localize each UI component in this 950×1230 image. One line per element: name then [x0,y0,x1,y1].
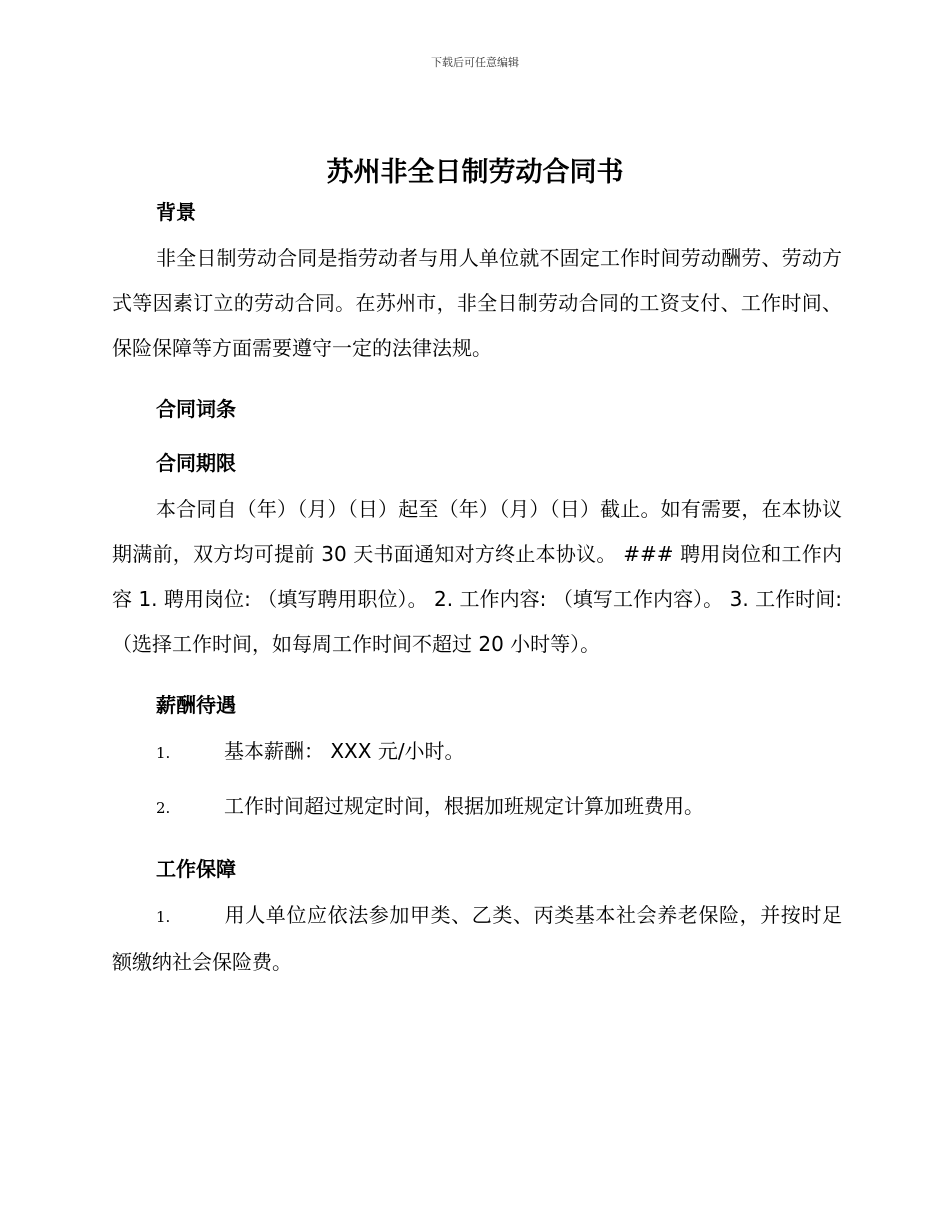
list-text: 工作时间超过规定时间，根据加班规定计算加班费用。 [224,794,704,818]
document-body [112,196,842,985]
list-item [112,893,842,985]
list-item [112,784,842,831]
list-text: 基本薪酬： XXX 元/小时。 [224,739,465,763]
section-heading-clauses: 合同词条 [156,397,236,421]
document-title: 苏州非全日制劳动合同书 [326,157,624,188]
section-heading-salary: 薪酬待遇 [156,693,236,717]
list-number: 2. [156,799,171,817]
list-item [112,729,842,776]
header-note: 下载后可任意编辑 [431,56,519,69]
list-number: 1. [156,744,171,762]
section-heading-term: 合同期限 [156,451,236,475]
section-heading-security: 工作保障 [156,857,236,881]
list-number: 1. [156,908,171,926]
section-heading-background: 背景 [156,200,196,224]
background-paragraph: 非全日制劳动合同是指劳动者与用人单位就不固定工作时间劳动酬劳、劳动方式等因素订立的劳动合同。在苏州市，非全日制劳动合同的工资支付、工作时间、保险保障等方面需要遵守一定的法律法规。 [112,246,842,360]
term-paragraph: 本合同自（年）（月）（日）起至（年）（月）（日）截止。如有需要，在本协议期满前，双方均可提前 30 天书面通知对方终止本协议。 ### 聘用岗位和工作内容 1. 聘用岗位: （填写聘用职位）。 2. 工作内容: （填写工作内容）。 3. 工作时间: （选择工作时间，如每周工作时间不超过 20 小时等）。 [112,497,842,656]
list-text: 用人单位应依法参加甲类、乙类、丙类基本社会养老保险，并按时足额缴纳社会保险费。 [112,903,842,974]
